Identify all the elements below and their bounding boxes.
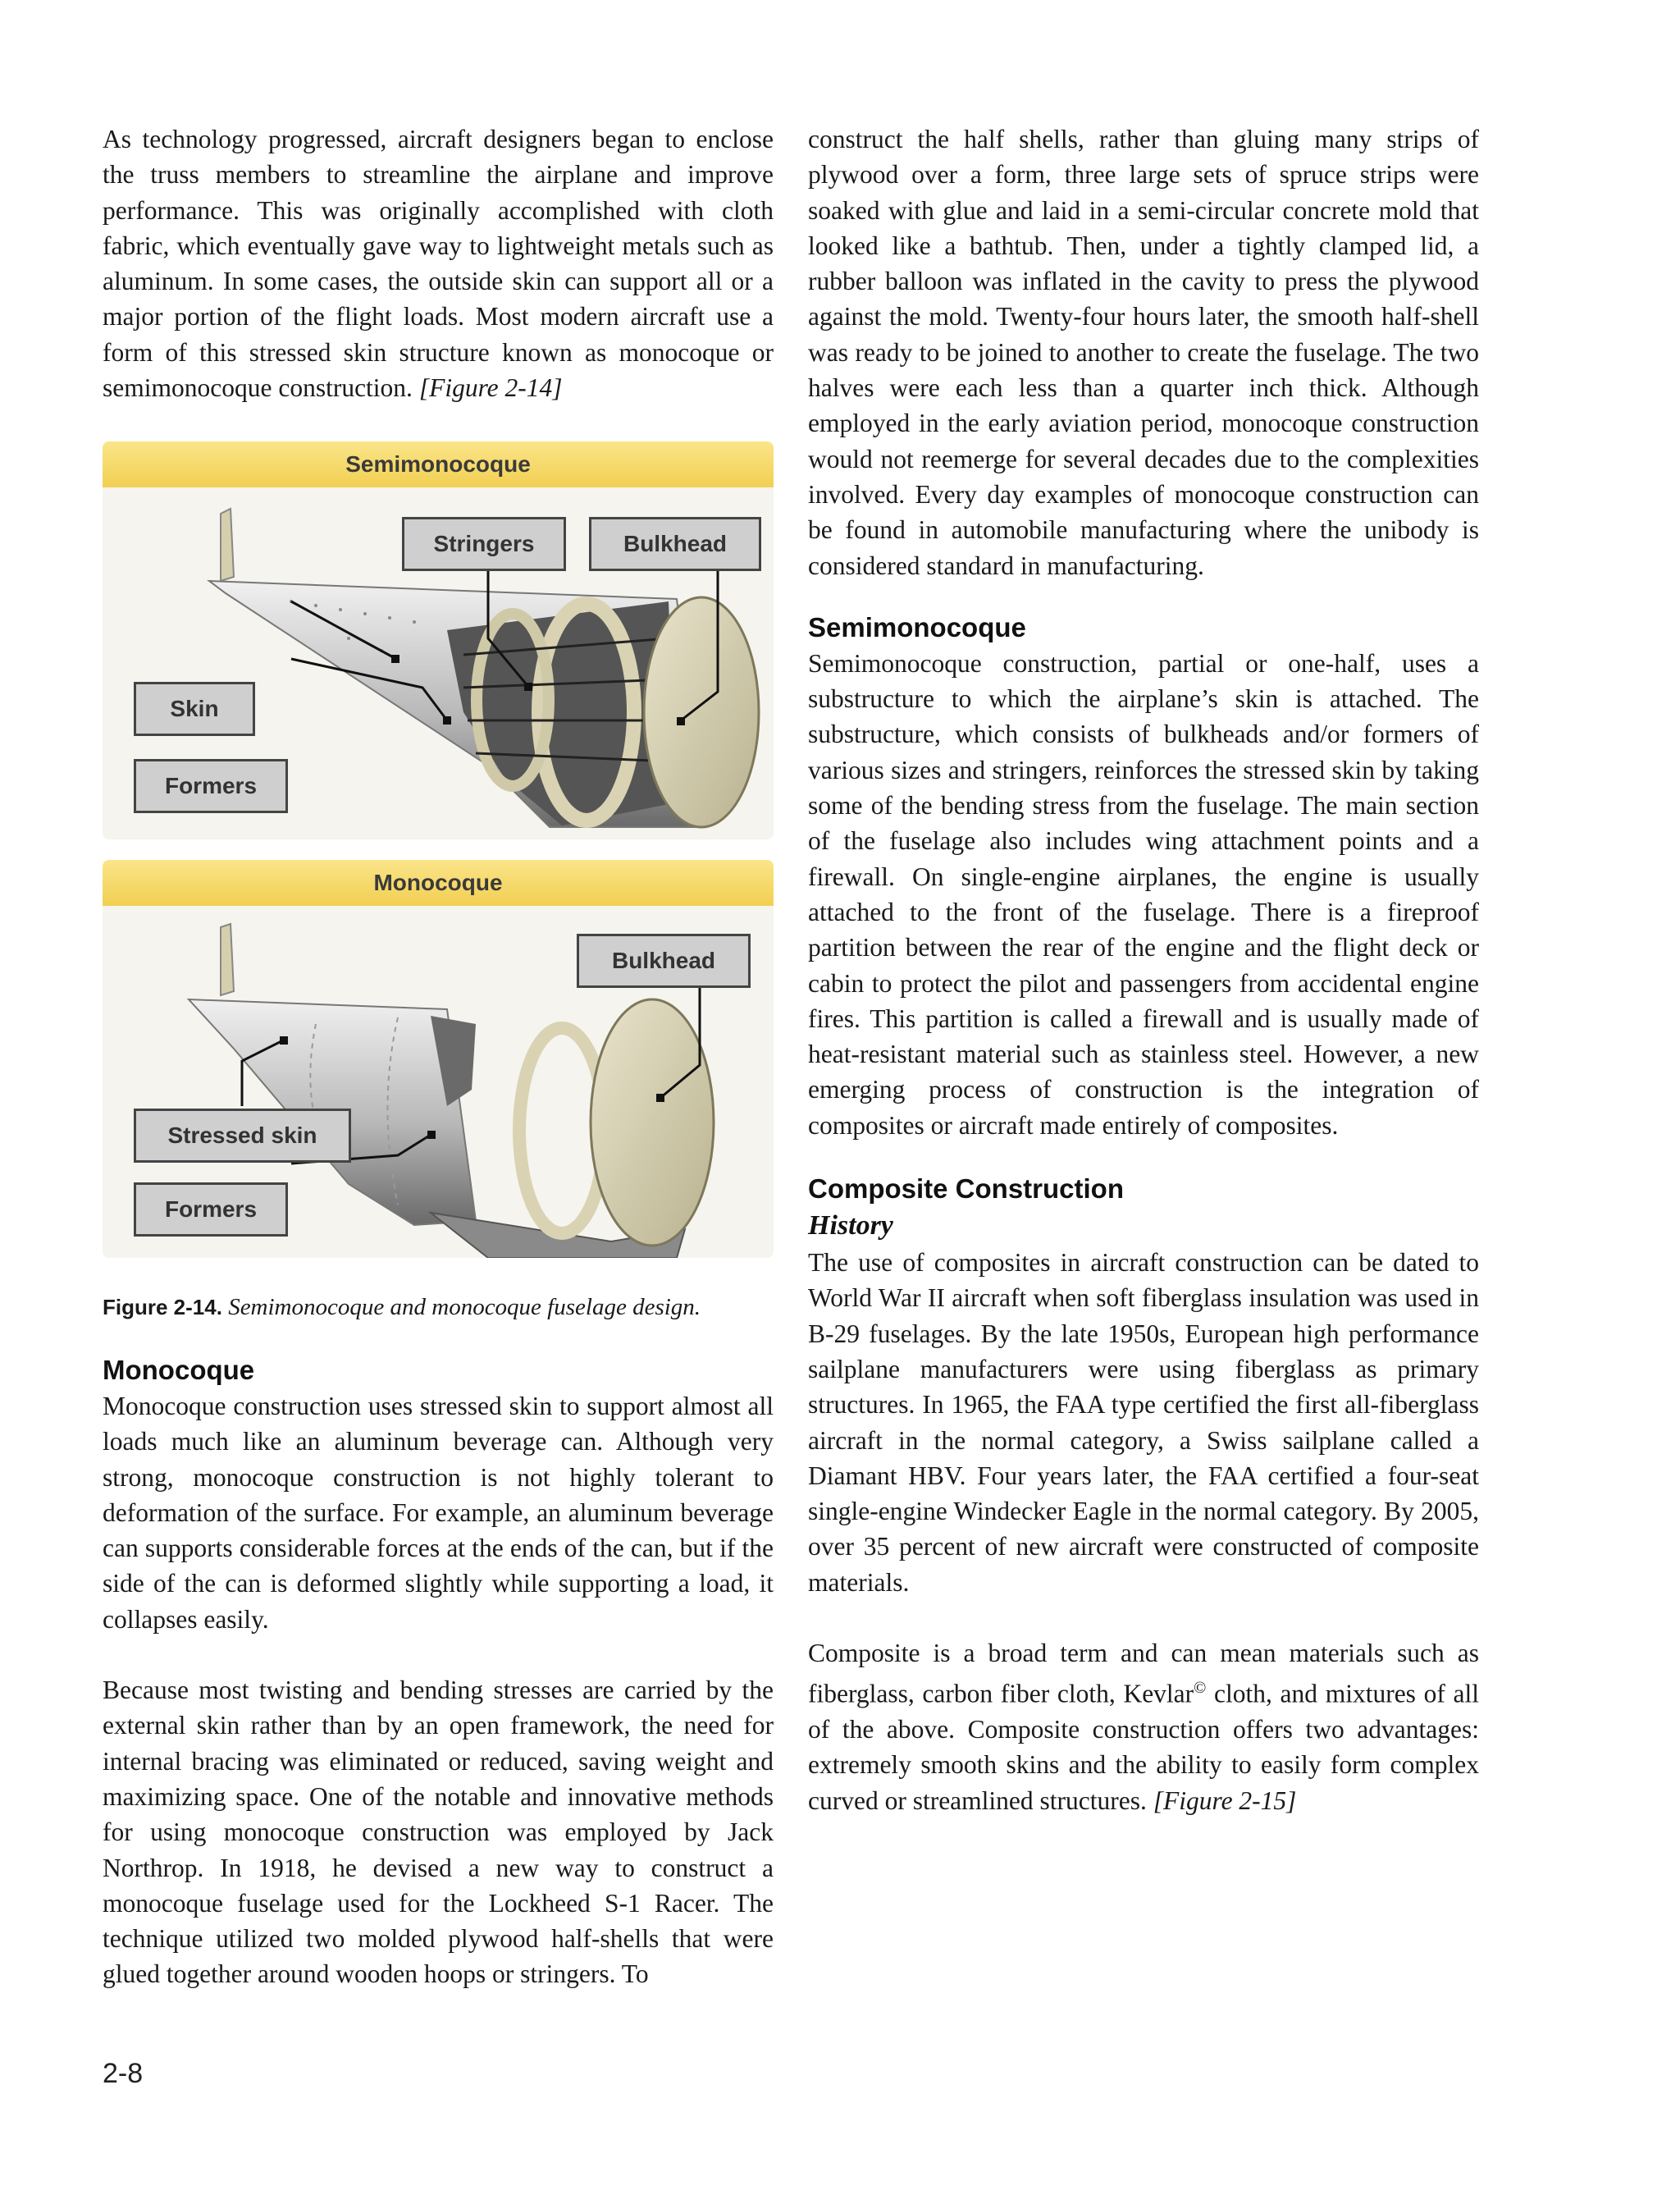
right-column (808, 121, 1479, 1818)
mono-formers-label: Formers (134, 1182, 288, 1237)
stringers-label: Stringers (402, 517, 566, 571)
continued-paragraph: construct the half shells, rather than gluing many strips of plywood over a form, three large sets of spruce strips were soaked with glue and laid in a semi-circular concrete mold that looked like a bathtub. Then, under a tightly clamped lid, a rubber balloon was inflated in the cavity to press the plywood against the mold. Twenty-four hours later, the smooth half-shell was ready to be joined to another to create the fuselage. The two halves were each less than a quarter inch thick. Although employed in the early aviation period, monocoque construction would not reemerge for several decades due to the complexities involved. Every day examples of monocoque construction can be found in automobile manufacturing where the unibody is considered standard in manufacturing. (808, 125, 1479, 580)
page-number: 2-8 (103, 2058, 144, 2089)
semimonocoque-diagram (103, 441, 774, 839)
history-paragraph: The use of composites in aircraft construction can be dated to World War II aircraft when soft fiberglass insulation was used in B-29 fuselages. By the late 1950s, European high performance sailplane manufacturers were using fiberglass as primary structures. In 1965, the FAA type certified the first all-fiberglass aircraft in the normal category, a Swiss sailplane called a Diamant HBV. Four years later, the FAA certified a four-seat single-engine Windecker Eagle in the normal category. By 2005, over 35 percent of new aircraft were constructed of composite materials. (808, 1248, 1479, 1597)
figure-reference-2-15: [Figure 2-15] (1153, 1785, 1297, 1815)
monocoque-heading: Monocoque (103, 1355, 255, 1385)
formers-label: Formers (134, 759, 288, 813)
caption-text: Semimonocoque and monocoque fuselage design. (228, 1294, 701, 1320)
monocoque-paragraph-1: Monocoque construction uses stressed skin to support almost all loads much like an aluminum beverage can. Although very strong, monocoque construction is not highly tolerant to deformation of the surface. For example, an aluminum beverage can supports considerable forces at the ends of the can, but if the side of the can is deformed slightly while supporting a load, it collapses easily. (103, 1392, 774, 1634)
monocoque-section (103, 1352, 774, 1992)
intro-paragraph: As technology progressed, aircraft designers began to enclose the truss members to streamline the airplane and improve performance. This was originally accomplished with cloth fabric, which eventually gave way to lightweight metals such as aluminum. In some cases, the outside skin can support all or a major portion of the flight loads. Most modern aircraft use a form of this stressed skin structure known as monocoque or semimonocoque construction. [Figure 2-14] (103, 125, 774, 403)
stressed-skin-label: Stressed skin (134, 1109, 351, 1163)
composite-paragraph: Composite is a broad term and can mean materials such as fiberglass, carbon fiber cloth, Kevlar© cloth, and mixtures of all of the above. Composite construction offers two advantages: extremely smooth skins and the ability to easily form complex curved or streamlined structures. [Figure 2-15] (808, 1638, 1479, 1815)
caption-label: Figure 2-14. (103, 1295, 222, 1319)
left-column (103, 121, 774, 1989)
history-heading: History (808, 1210, 893, 1241)
composite-construction-heading: Composite Construction (808, 1173, 1124, 1205)
bulkhead-label: Bulkhead (589, 517, 761, 571)
monocoque-diagram (103, 860, 774, 1258)
figure-caption (103, 1291, 774, 1324)
semimonocoque-paragraph: Semimonocoque construction, partial or one-half, uses a substructure to which the airplane’s skin is attached. The substructure, which consists of bulkheads and/or formers of various sizes and stringers, reinforces the stressed skin by taking some of the bending stress from the fuselage. The main section of the fuselage also includes wing attachment points and a firewall. On single-engine airplanes, the engine is usually attached to the front of the fuselage. There is a fireproof partition between the rear of the engine and the flight deck or cabin to protect the pilot and passengers from accidental engine fires. This partition is called a firewall and is usually made of heat-resistant material such as stainless steel. However, a new emerging process of construction is the integration of composites or aircraft made entirely of composites. (808, 648, 1479, 1140)
copyright-mark: © (1194, 1679, 1207, 1698)
mono-bulkhead-label: Bulkhead (577, 934, 751, 988)
monocoque-title: Monocoque (103, 860, 774, 906)
semimonocoque-title: Semimonocoque (103, 441, 774, 487)
monocoque-paragraph-2: Because most twisting and bending stresses are carried by the external skin rather than by an open framework, the need for internal bracing was eliminated or reduced, saving weight and maximizing space. One of the notable and innovative methods for using monocoque construction was employed by Jack Northrop. In 1918, he devised a new way to construct a monocoque fuselage used for the Lockheed S-1 Racer. The technique utilized two molded plywood half-shells that were glued together around wooden hoops or stringers. To (103, 1676, 774, 1989)
semimonocoque-heading: Semimonocoque (808, 611, 1026, 642)
figure-reference: [Figure 2-14] (418, 373, 563, 403)
skin-label: Skin (134, 682, 255, 736)
